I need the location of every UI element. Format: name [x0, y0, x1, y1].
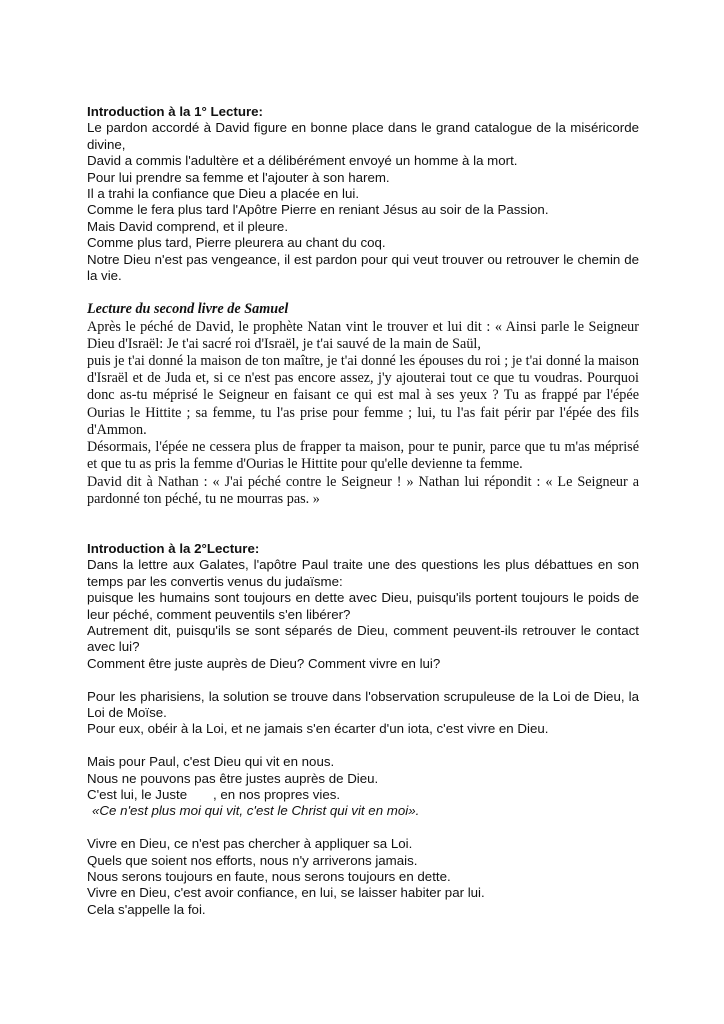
intro-second-reading — [87, 541, 639, 918]
intro-first-reading — [87, 104, 639, 284]
intro2-line: Autrement dit, puisqu'ils se sont séparés de Dieu, comment peuvent-ils retrouver le contact avec lui? — [87, 622, 639, 655]
intro2-line: Mais pour Paul, c'est Dieu qui vit en nous. — [87, 754, 335, 770]
intro2-line: Cela s'appelle la foi. — [87, 901, 206, 917]
reading1-heading: Lecture du second livre de Samuel — [87, 301, 289, 318]
intro2-line: Nous serons toujours en faute, nous serons toujours en dette. — [87, 868, 451, 884]
intro2-line: Dans la lettre aux Galates, l'apôtre Paul traite une des questions les plus débattues en son temps par les convertis venus du judaïsme: — [87, 557, 639, 589]
intro1-line: Pour lui prendre sa femme et l'ajouter à son harem. — [87, 169, 390, 185]
intro1-heading: Introduction à la 1° Lecture: — [87, 104, 263, 119]
intro2-line: Quels que soient nos efforts, nous n'y arriverons jamais. — [87, 852, 418, 868]
intro2-line: C'est lui, le Juste , en nos propres vies. — [87, 786, 341, 802]
intro1-line: Mais David comprend, et il pleure. — [87, 218, 289, 234]
intro2-heading: Introduction à la 2°Lecture: — [87, 540, 260, 556]
intro2-line: Comment être juste auprès de Dieu? Comment vivre en lui? — [87, 655, 441, 671]
reading1-paragraph: Après le péché de David, le prophète Natan vint le trouver et lui dit : « Ainsi parle le Seigneur Dieu d'Israël: Je t'ai sacré roi d'Israël, je t'ai sauvé de la main de Saül, — [87, 318, 639, 352]
intro1-line: Comme le fera plus tard l'Apôtre Pierre en reniant Jésus au soir de la Passion. — [87, 202, 549, 218]
reading1-paragraph: Désormais, l'épée ne cessera plus de frapper ta maison, pour te punir, parce que tu m'as méprisé et que tu as pris la femme d'Ourias le Hittite pour qu'elle devienne ta femme. — [87, 439, 639, 473]
intro2-line: Vivre en Dieu, ce n'est pas chercher à appliquer sa Loi. — [87, 836, 413, 852]
intro1-line: David a commis l'adultère et a délibérément envoyé un homme à la mort. — [87, 153, 518, 169]
reading1-paragraph: puis je t'ai donné la maison de ton maître, je t'ai donné les épouses du roi ; je t'ai donné la maison d'Israël et de Juda et, si ce n'est pas encore assez, j'y ajouterai tout ce que tu voudras. Pourquoi donc as-tu méprisé le Seigneur en faisant ce qui est mal à ses yeux ? Tu as frappé par l'épée Ourias le Hittite ; sa femme, tu l'as prise pour femme ; lui, tu l'as fait périr par l'épée des fils d'Ammon. — [87, 353, 639, 438]
intro2-quote: «Ce n'est plus moi qui vit, c'est le Christ qui vit en moi». — [92, 803, 420, 819]
document-page — [87, 104, 639, 918]
intro2-line: puisque les humains sont toujours en dette avec Dieu, puisqu'ils portent toujours le poids de leur péché, comment peuventils s'en libérer? — [87, 590, 639, 622]
intro1-line: Notre Dieu n'est pas vengeance, il est pardon pour qui veut trouver ou retrouver le chemin de la vie. — [87, 251, 639, 284]
intro2-line: Nous ne pouvons pas être justes auprès de Dieu. — [87, 770, 379, 786]
first-reading — [87, 301, 639, 507]
intro2-line: Pour eux, obéir à la Loi, et ne jamais s'en écarter d'un iota, c'est vivre en Dieu. — [87, 721, 549, 737]
intro1-line: Comme plus tard, Pierre pleurera au chant du coq. — [87, 235, 386, 251]
intro2-line: Pour les pharisiens, la solution se trouve dans l'observation scrupuleuse de la Loi de Dieu, la Loi de Moïse. — [87, 688, 639, 720]
intro2-line: Vivre en Dieu, c'est avoir confiance, en lui, se laisser habiter par lui. — [87, 885, 485, 901]
intro1-line: Il a trahi la confiance que Dieu a placée en lui. — [87, 186, 360, 202]
reading1-paragraph: David dit à Nathan : « J'ai péché contre le Seigneur ! » Nathan lui répondit : « Le Seigneur a pardonné ton péché, tu ne mourras pas. » — [87, 473, 639, 507]
intro1-line: Le pardon accordé à David figure en bonne place dans le grand catalogue de la miséricorde divine, — [87, 120, 639, 152]
